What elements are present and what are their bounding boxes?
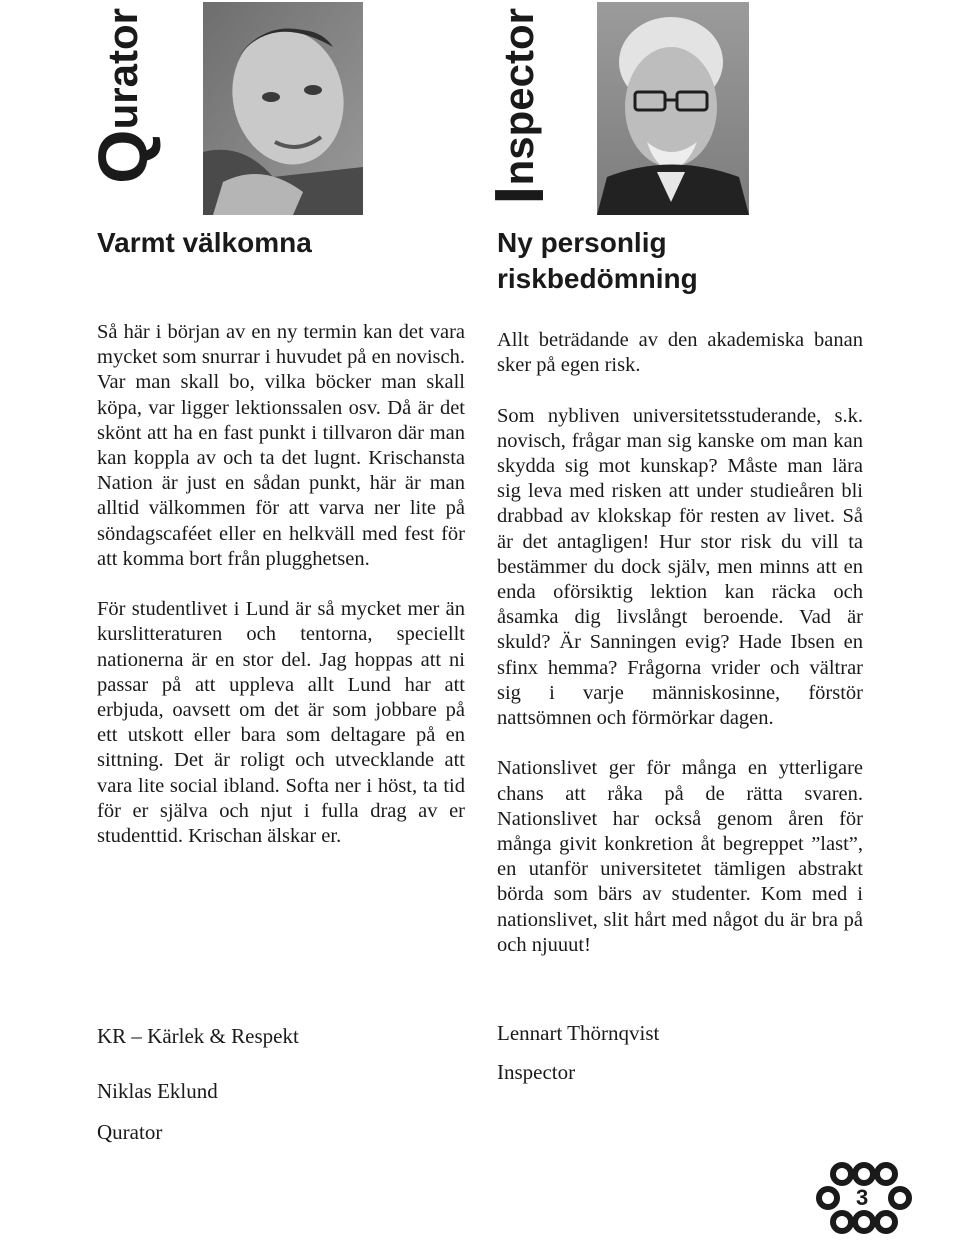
- qurator-motto: KR – Kärlek & Respekt: [97, 1024, 299, 1048]
- inspector-paragraph-2: Som nybliven universitetsstuderande, s.k. novisch, frågar man sig kanske om man kan skydda sig mot kunskap? Måste man lära sig leva med risken att under studieåren bli drabbad av klokskap för resten av livet. Så är det antagligen! Hur stor risk du vill ta bestämmer du dock själv, men minns att en enda oförsiktig lektion kan räcka och åsamka dig livslångt beroende. Vad är skuld? Är Sanningen evig? Hade Ibsen en sfinx hemma? Frågorna vrider och vältrar sig i varje människosinne, förstör nattsömnen och förmörkar dagen.: [497, 404, 863, 730]
- inspector-portrait-image: [597, 2, 749, 215]
- page-number-ornament: [814, 1160, 914, 1236]
- inspector-signature-name: Lennart Thörnqvist: [497, 1021, 660, 1045]
- inspector-side-title: [480, 8, 558, 205]
- qurator-portrait-image: [203, 2, 363, 215]
- qurator-body: [97, 320, 465, 874]
- inspector-heading-line-2: riskbedömning: [497, 263, 698, 294]
- qurator-heading: Varmt välkomna: [97, 227, 312, 258]
- qurator-signature-title: Qurator: [97, 1120, 163, 1144]
- inspector-photo: [597, 2, 749, 215]
- inspector-body: [497, 328, 863, 983]
- qurator-paragraph-1: Så här i början av en ny termin kan det vara mycket som snurrar i huvudet på en novisch. Var man skall bo, vilka böcker man skall köpa, var ligger lektionssalen osv. Då är det skönt att ha en fast punkt i tillvaron där man kan koppla av och ta det lugnt. Krischansta Nation är just en sådan punkt, här är man alltid välkommen för att varva ner lite på söndagscaféet eller en helkväll med fest för att komma bort från plugghetsen.: [97, 321, 465, 570]
- page-number: 3: [856, 1185, 869, 1210]
- inspector-signature-title: Inspector: [497, 1060, 576, 1084]
- qurator-photo: [203, 2, 363, 215]
- qurator-title-rest: urator: [99, 8, 146, 130]
- qurator-side-title: [84, 8, 162, 184]
- qurator-title-initial: Q: [84, 129, 162, 184]
- qurator-signature-name: Niklas Eklund: [97, 1079, 218, 1103]
- inspector-heading-line-1: Ny personlig: [497, 227, 667, 258]
- inspector-heading: [497, 225, 698, 297]
- inspector-title-initial: I: [480, 185, 558, 205]
- inspector-title-rest: nspector: [495, 8, 542, 186]
- inspector-paragraph-1: Allt beträdande av den akademiska banan sker på egen risk.: [497, 329, 863, 377]
- inspector-paragraph-3: Nationslivet ger för många en ytterligare chans att råka på de rätta svaren. Nationslivet har också genom åren för många givit konkretion åt begreppet ”last”, en utanför universitetet tämligen abstrakt börda som bärs av studenter. Kom med i nationslivet, slit hårt med något du är bra på och njuuut!: [497, 757, 863, 956]
- qurator-paragraph-2: För studentlivet i Lund är så mycket mer än kurslitteraturen och tentorna, speciellt nationerna är en stor del. Jag hoppas att ni passar på att uppleva allt Lund har att erbjuda, oavsett om det är som jobbare på ett utskott eller bara som deltagare på en sittning. Det är roligt och utvecklande att vara lite social ibland. Softa ner i höst, ta tid för er själva och njut i fulla drag av er studenttid. Krischan älskar er.: [97, 598, 465, 848]
